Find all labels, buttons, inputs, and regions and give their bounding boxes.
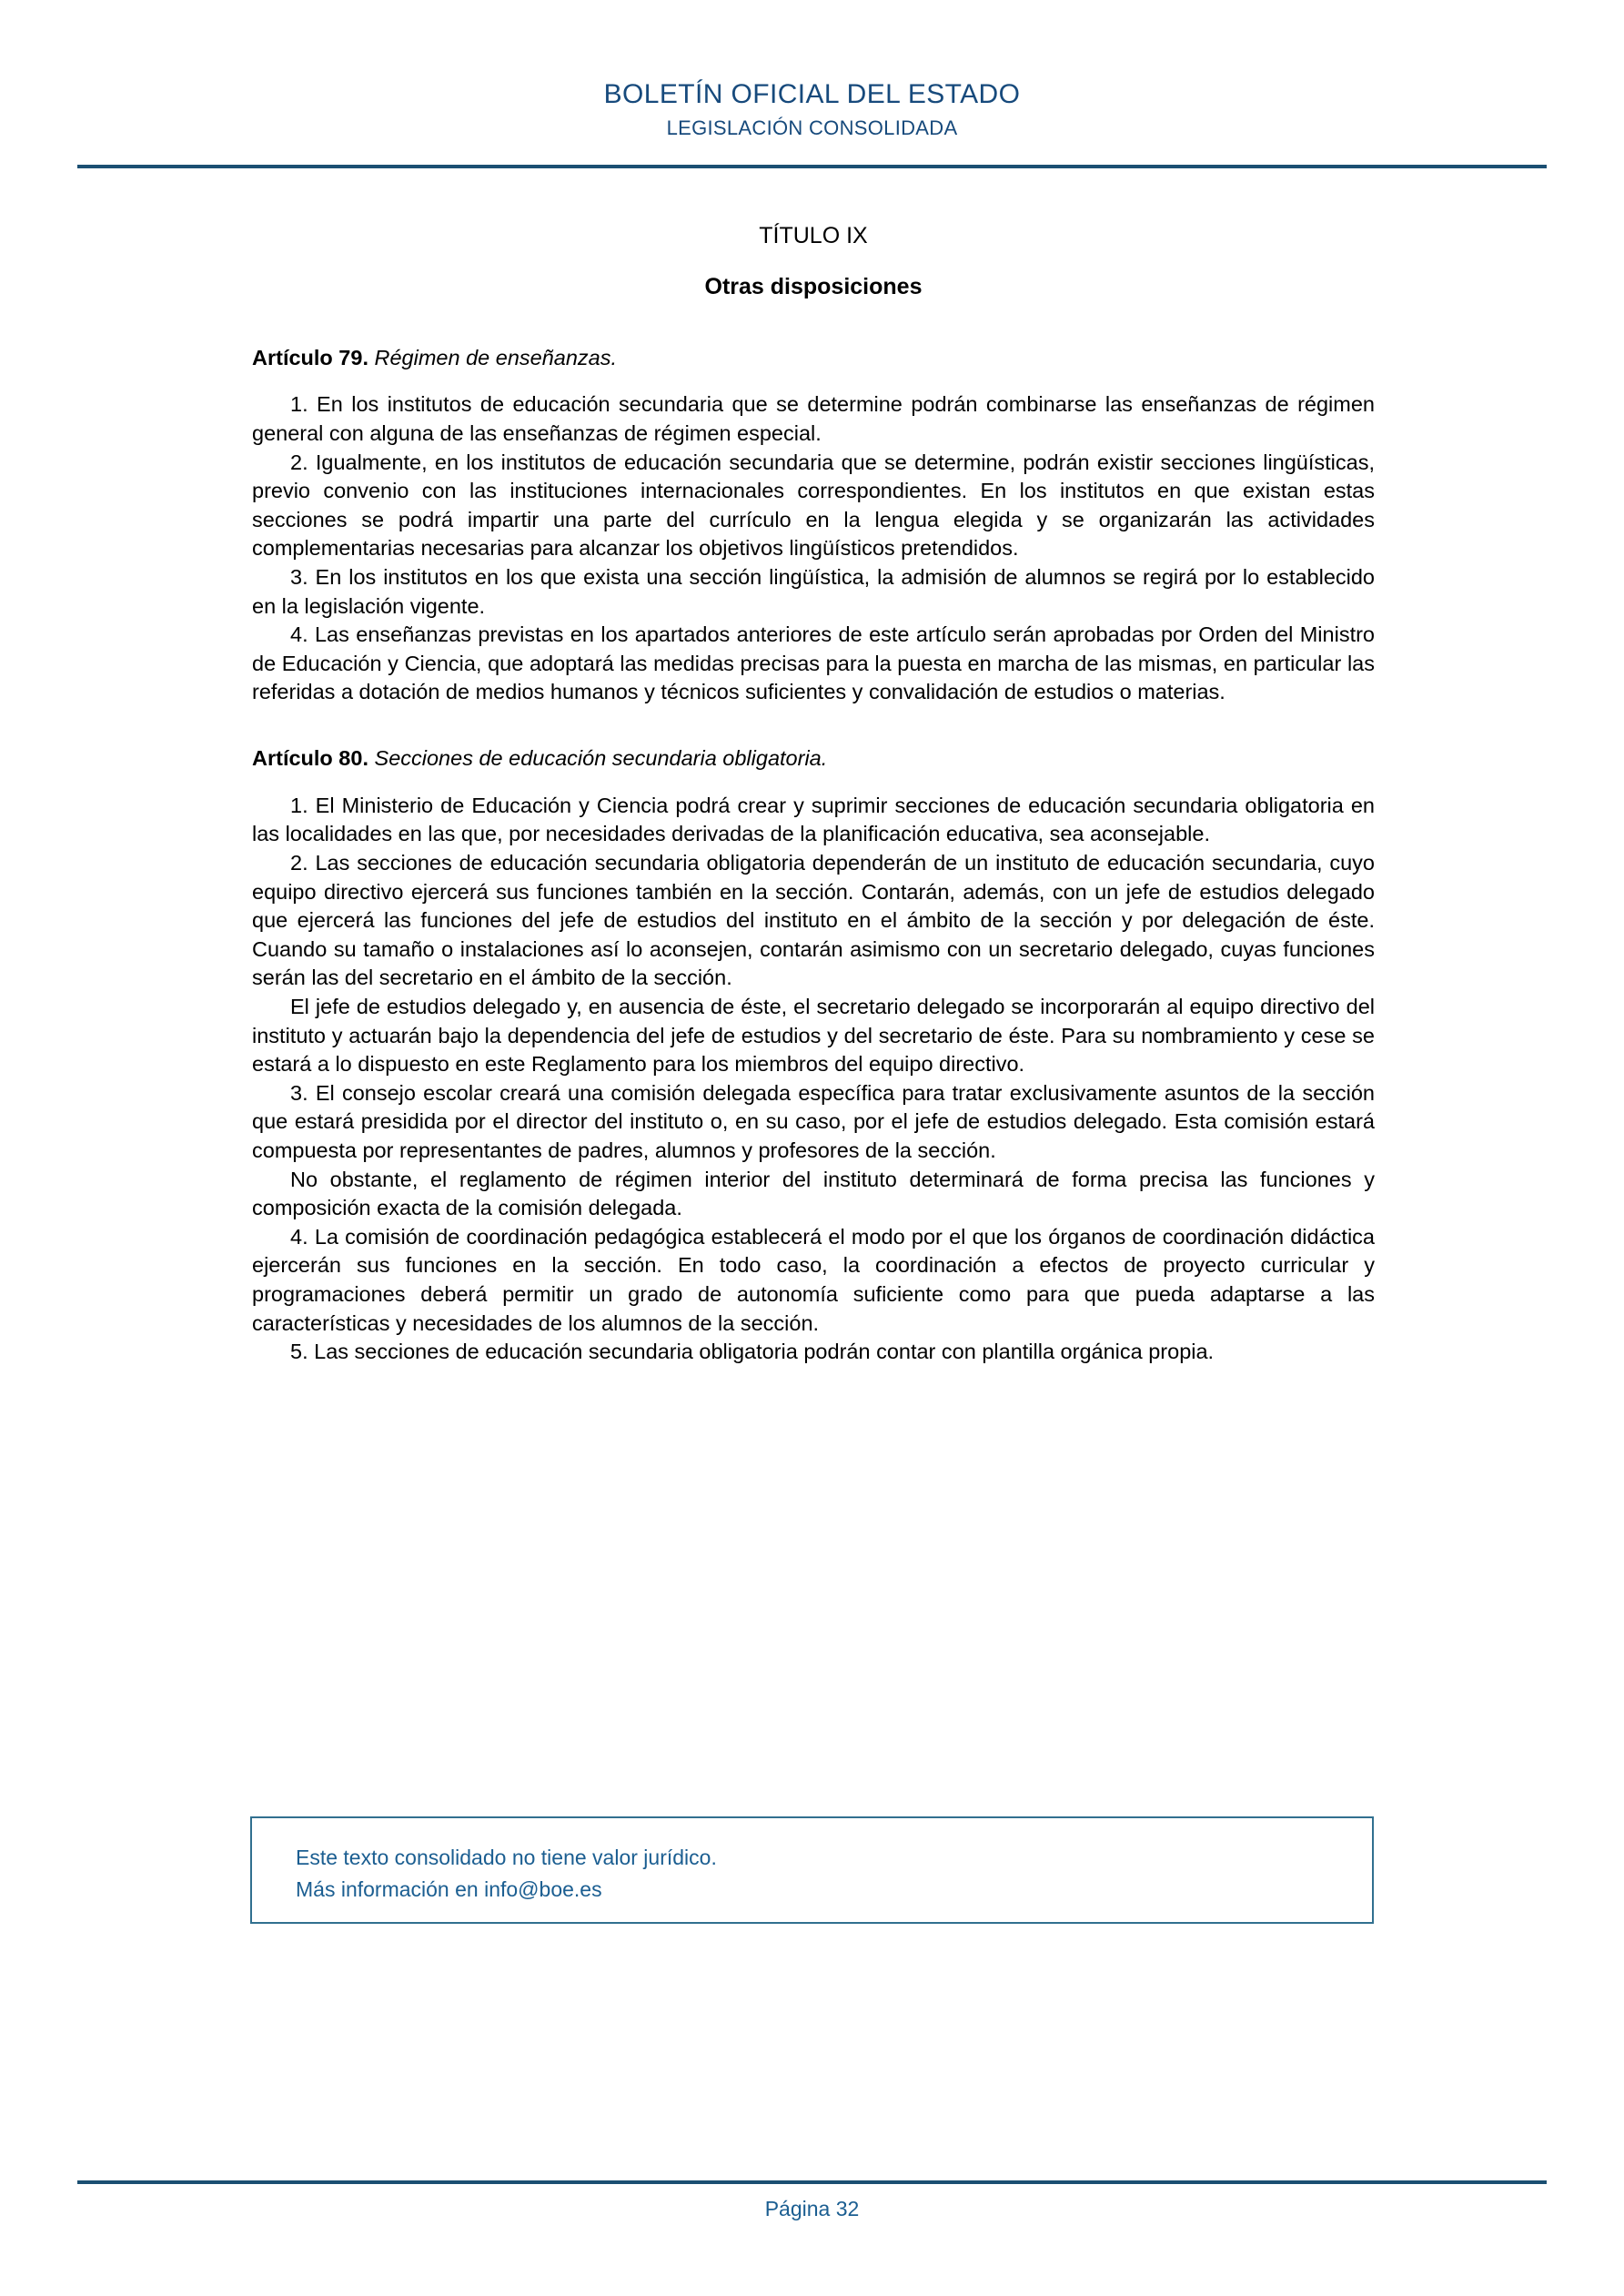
disclaimer-line-1: Este texto consolidado no tiene valor jurídico. [296, 1846, 717, 1869]
header-divider [77, 165, 1547, 168]
paragraph: 2. Igualmente, en los institutos de educación secundaria que se determine, podrán existir secciones lingüísticas, previo convenio con las instituciones internacionales correspondientes. En los institutos en que existan estas secciones se podrá impartir una parte del currículo en la lengua elegida y se organizarán las actividades complementarias necesarias para alcanzar los objetivos lingüísticos pretendidos. [252, 450, 1375, 561]
paragraph: 1. El Ministerio de Educación y Ciencia podrá crear y suprimir secciones de educación secundaria obligatoria en las localidades en las que, por necesidades derivadas de la planificación educativa, sea aconsejable. [252, 793, 1375, 846]
document-header [0, 78, 1624, 142]
document-body [252, 221, 1375, 1367]
article-number-80: Artículo 80. [252, 745, 368, 770]
article-heading-80 [252, 743, 1375, 774]
paragraph: 4. La comisión de coordinación pedagógica establecerá el modo por el que los órganos de coordinación didáctica ejercerán sus funciones en la sección. En todo caso, la coordinación a efectos de proyecto curricular y programaciones deberá permitir un grado de autonomía suficiente como para que pueda adaptarse a las características y necesidades de los alumnos de la sección. [252, 1224, 1375, 1335]
title-number: TÍTULO IX [759, 223, 868, 248]
boe-title: BOLETÍN OFICIAL DEL ESTADO [603, 79, 1021, 109]
footer-divider [77, 2180, 1547, 2184]
paragraph: 4. Las enseñanzas previstas en los apartados anteriores de este artículo serán aprobadas por Orden del Ministro de Educación y Ciencia, que adoptará las medidas precisas para la puesta en marcha de las mismas, en particular las referidas a dotación de medios humanos y técnicos suficientes y convalidación de estudios o materias. [252, 622, 1375, 704]
paragraph: El jefe de estudios delegado y, en ausencia de éste, el secretario delegado se incorporarán al equipo directivo del instituto y actuarán bajo la dependencia del jefe de estudios y del secretario de éste. Para su nombramiento y cese se estará a lo dispuesto en este Reglamento para los miembros del equipo directivo. [252, 994, 1375, 1077]
page-number: Página 32 [764, 2197, 860, 2220]
article-number-79: Artículo 79. [252, 345, 368, 369]
boe-subtitle: LEGISLACIÓN CONSOLIDADA [666, 116, 958, 140]
disclaimer-text [296, 1842, 717, 1906]
paragraph: 1. En los institutos de educación secundaria que se determine podrán combinarse las enseñanzas de régimen general con alguna de las enseñanzas de régimen especial. [252, 392, 1375, 445]
disclaimer-box [250, 1816, 1374, 1924]
paragraph: No obstante, el reglamento de régimen interior del instituto determinará de forma precisa las funciones y composición exacta de la comisión delegada. [252, 1167, 1375, 1220]
article-title-80: Secciones de educación secundaria obligatoria. [374, 745, 828, 770]
article-title-79: Régimen de enseñanzas. [374, 345, 618, 369]
paragraph: 3. El consejo escolar creará una comisión delegada específica para tratar exclusivamente asuntos de la sección que estará presidida por el director del instituto o, en su caso, por el jefe de estudios delegado. Esta comisión estará compuesta por representantes de padres, alumnos y profesores de la sección. [252, 1080, 1375, 1162]
paragraph: 3. En los institutos en los que exista una sección lingüística, la admisión de alumnos se regirá por lo establecido en la legislación vigente. [252, 564, 1375, 618]
article-heading-79 [252, 343, 1375, 373]
disclaimer-line-2: Más información en info@boe.es [296, 1876, 602, 1901]
paragraph: 5. Las secciones de educación secundaria obligatoria podrán contar con plantilla orgánica propia. [290, 1340, 1215, 1364]
paragraph: 2. Las secciones de educación secundaria obligatoria dependerán de un instituto de educación secundaria, cuyo equipo directivo ejercerá sus funciones también en la sección. Contarán, además, con un jefe de estudios delegado que ejercerá las funciones del jefe de estudios del instituto en el ámbito de la sección y por delegación de éste. Cuando su tamaño o instalaciones así lo aconsejen, contarán asimismo con un secretario delegado, cuyas funciones serán las del secretario en el ámbito de la sección. [252, 851, 1375, 990]
title-name: Otras disposiciones [704, 273, 923, 299]
